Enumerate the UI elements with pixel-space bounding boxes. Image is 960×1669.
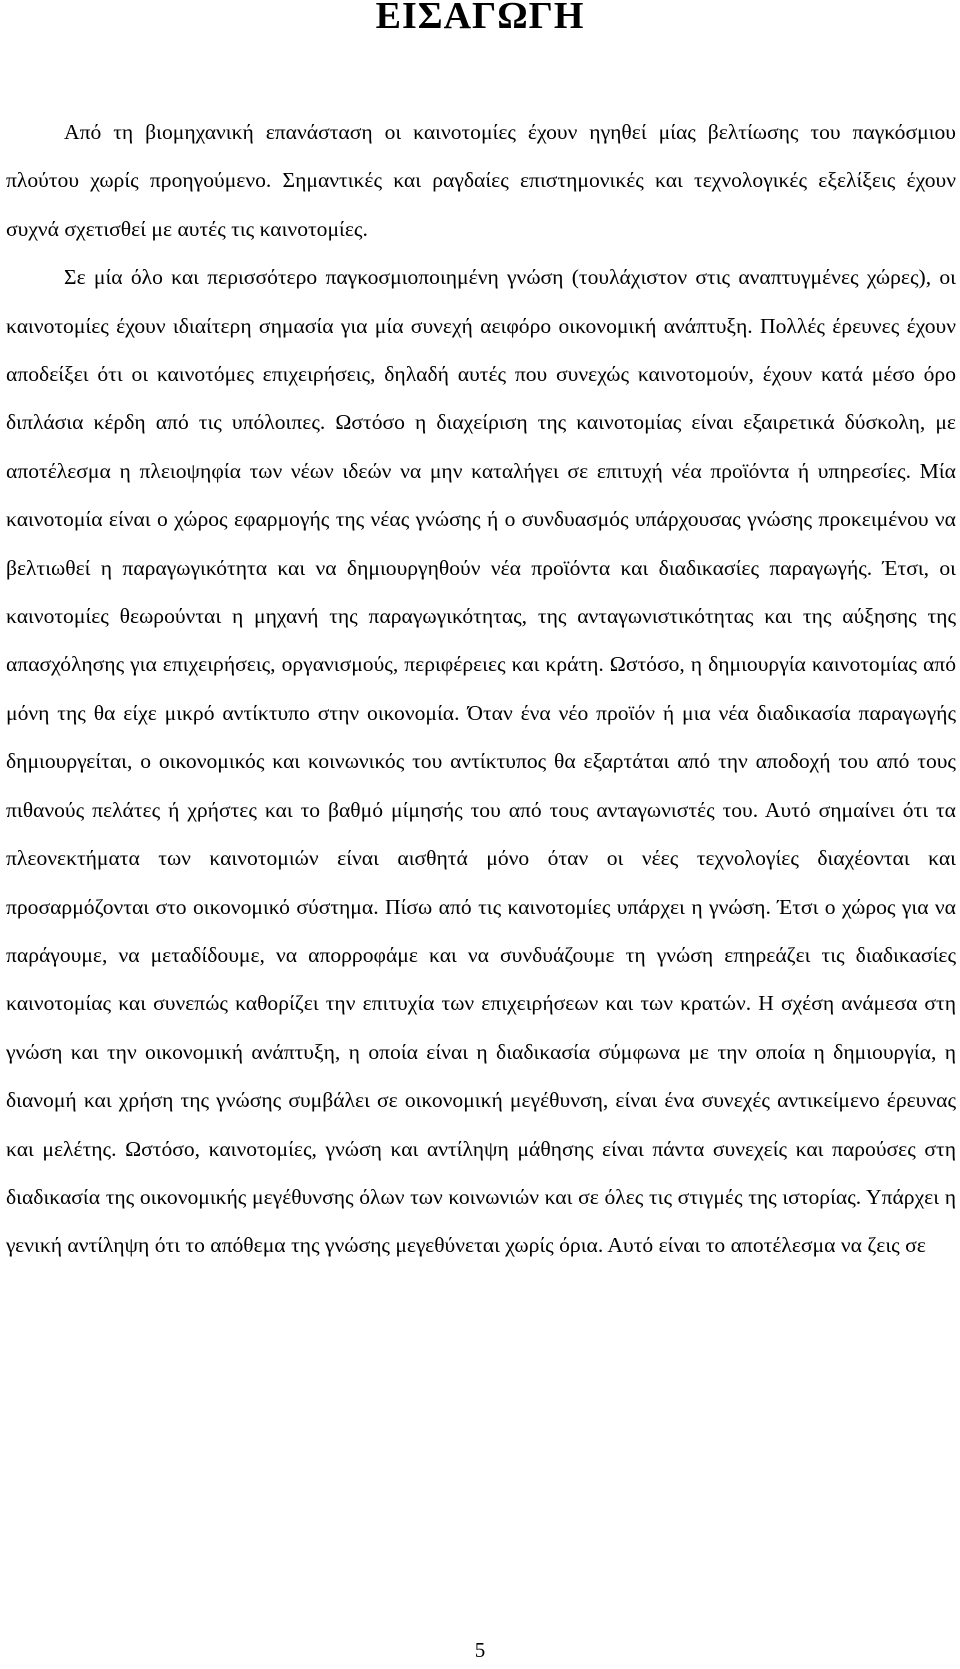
body-text [6, 108, 956, 1270]
paragraph-intro: Από τη βιομηχανική επανάσταση οι καινοτομίες έχουν ηγηθεί μίας βελτίωσης του παγκόσμιου πλούτου χωρίς προηγούμενο. Σημαντικές και ραγδαίες επιστημονικές και τεχνολογικές εξελίξεις έχουν συχνά σχετισθεί με αυτές τις καινοτομίες. [6, 120, 956, 241]
page-number: 5 [474, 1638, 486, 1662]
paragraph-main: Σε μία όλο και περισσότερο παγκοσμιοποιημένη γνώση (τουλάχιστον στις αναπτυγμένες χώρες), οι καινοτομίες έχουν ιδιαίτερη σημασία για μία συνεχή αειφόρο οικονομική ανάπτυξη. Πολλές έρευνες έχουν αποδείξει ότι οι καινοτόμες επιχειρήσεις, δηλαδή αυτές που συνεχώς καινοτομούν, έχουν κατά μέσο όρο διπλάσια κέρδη από τις υπόλοιπες. Ωστόσο η διαχείριση της καινοτομίας είναι εξαιρετικά δύσκολη, με αποτέλεσμα η πλειοψηφία των νέων ιδεών να μην καταλήγει σε επιτυχή νέα προϊόντα ή υπηρεσίες. Μία καινοτομία είναι ο χώρος εφαρμογής της νέας γνώσης ή ο συνδυασμός υπάρχουσας γνώσης προκειμένου να βελτιωθεί η παραγωγικότητα και να δημιουργηθούν νέα προϊόντα και διαδικασίες παραγωγής. Έτσι, οι καινοτομίες θεωρούνται η μηχανή της παραγωγικότητας, της ανταγωνιστικότητας και της αύξησης της απασχόλησης για επιχειρήσεις, οργανισμούς, περιφέρειες και κράτη. Ωστόσο, η δημιουργία καινοτομίας από μόνη της θα είχε μικρό αντίκτυπο στην οικονομία. Όταν ένα νέο προϊόν ή μια νέα διαδικασία παραγωγής δημιουργείται, ο οικονομικός και κοινωνικός του αντίκτυπος θα εξαρτάται από την αποδοχή του από τους πιθανούς πελάτες ή χρήστες και το βαθμό μίμησής του από τους ανταγωνιστές του. Αυτό σημαίνει ότι τα πλεονεκτήματα των καινοτομιών είναι αισθητά μόνο όταν οι νέες τεχνολογίες διαχέονται και προσαρμόζονται στο οικονομικό σύστημα. Πίσω από τις καινοτομίες υπάρχει η γνώση. Έτσι ο χώρος για να παράγουμε, να μεταδίδουμε, να απορροφάμε και να συνδυάζουμε τη γνώση επηρεάζει τις διαδικασίες καινοτομίας και συνεπώς καθορίζει την επιτυχία των επιχειρήσεων και των κρατών. Η σχέση ανάμεσα στη γνώση και την οικονομική ανάπτυξη, η οποία είναι η διαδικασία σύμφωνα με την οποία η δημιουργία, η διανομή και χρήση της γνώσης συμβάλει σε οικονομική μεγέθυνση, είναι ένα συνεχές αντικείμενο έρευνας και μελέτης. Ωστόσο, καινοτομίες, γνώση και αντίληψη μάθησης είναι πάντα συνεχείς και παρούσες στη διαδικασία της οικονομικής μεγέθυνσης όλων των κοινωνιών και σε όλες τις στιγμές της ιστορίας. Υπάρχει η γενική αντίληψη ότι το απόθεμα της γνώσης μεγεθύνεται χωρίς όρια. Αυτό είναι το αποτέλεσμα να ζεις σε [6, 265, 956, 1258]
page-title: ΕΙΣΑΓΩΓΗ [375, 0, 585, 37]
